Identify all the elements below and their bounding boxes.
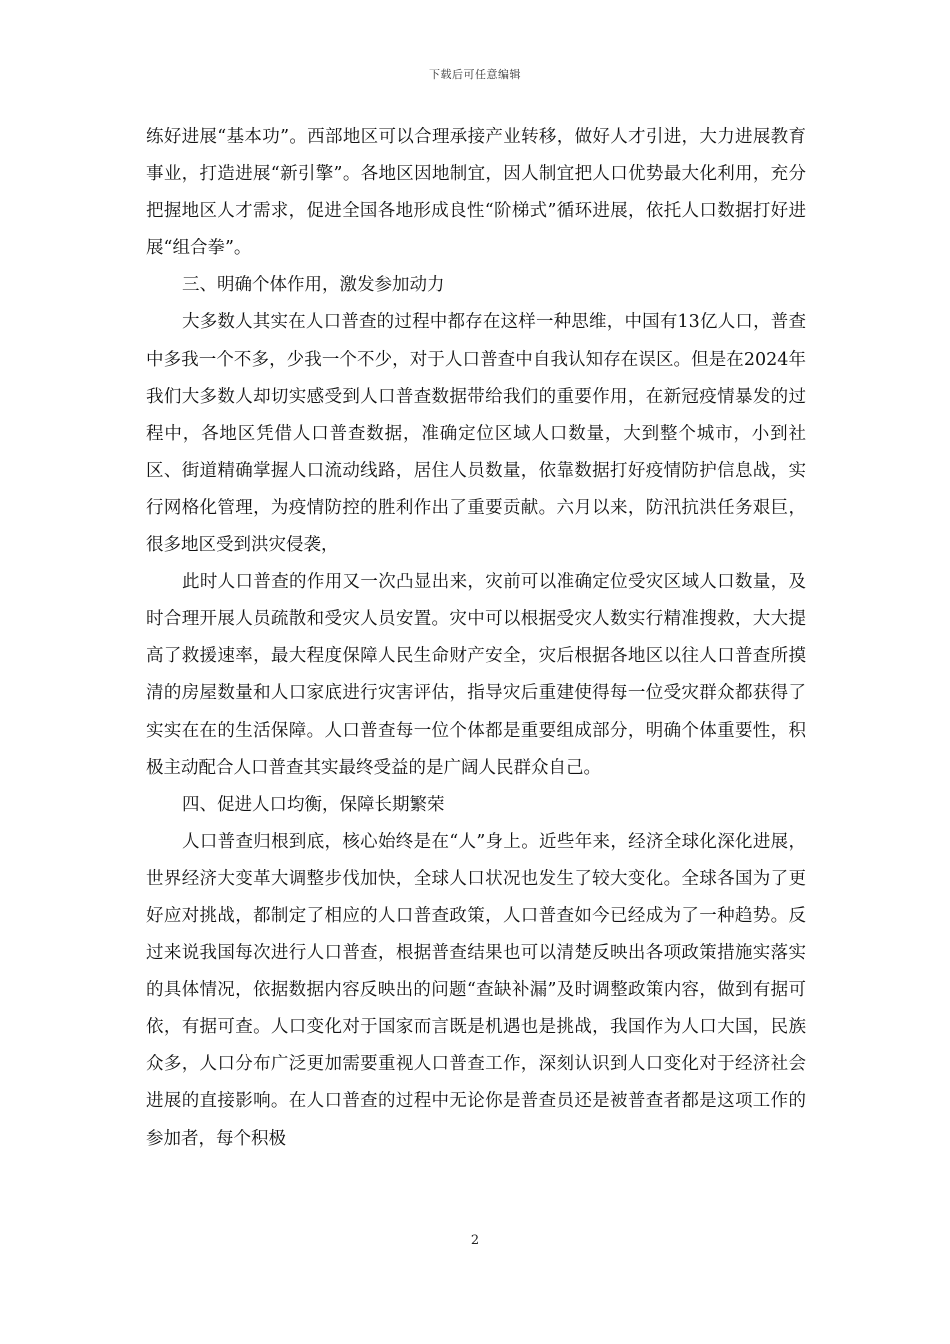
page-number: 2 xyxy=(470,1233,480,1248)
paragraph: 此时人口普查的作用又一次凸显出来，灾前可以准确定位受灾区域人口数量，及时合理开展人员疏散和受灾人员安置。灾中可以根据受灾人数实行精准搜救，大大提高了救援速率，最大程度保障人民生命财产安全，灾后根据各地区以往人口普查所摸清的房屋数量和人口家底进行灾害评估，指导灾后重建使得每一位受灾群众都获得了实实在在的生活保障。人口普查每一位个体都是重要组成部分，明确个体重要性，积极主动配合人口普查其实最终受益的是广阔人民群众自己。 xyxy=(146,572,806,778)
paragraph-continuation: 练好进展“基本功”。西部地区可以合理承接产业转移，做好人才引进，大力进展教育事业，打造进展“新引擎”。各地区因地制宜，因人制宜把人口优势最大化利用，充分把握地区人才需求，促进全国各地形成良性“阶梯式”循环进展，依托人口数据打好进展“组合拳”。 xyxy=(146,127,806,259)
section-heading-3: 三、明确个体作用，激发参加动力 xyxy=(182,275,445,296)
paragraph: 大多数人其实在人口普查的过程中都存在这样一种思维，中国有13亿人口，普查中多我一个不多，少我一个不少，对于人口普查中自我认知存在误区。但是在2024年我们大多数人却切实感受到人口普查数据带给我们的重要作用，在新冠疫情暴发的过程中，各地区凭借人口普查数据，准确定位区域人口数量，大到整个城市，小到社区、街道精确掌握人口流动线路，居住人员数量，依靠数据打好疫情防护信息战，实行网格化管理，为疫情防控的胜利作出了重要贡献。六月以来，防汛抗洪任务艰巨，很多地区受到洪灾侵袭， xyxy=(146,312,806,556)
document-body xyxy=(146,119,806,1158)
paragraph: 人口普查归根到底，核心始终是在“人”身上。近些年来，经济全球化深化进展，世界经济大变革大调整步伐加快，全球人口状况也发生了较大变化。全球各国为了更好应对挑战，都制定了相应的人口普查政策，人口普查如今已经成为了一种趋势。反过来说我国每次进行人口普查，根据普查结果也可以清楚反映出各项政策措施实落实的具体情况，依据数据内容反映出的问题“查缺补漏”及时调整政策内容，做到有据可依，有据可查。人口变化对于国家而言既是机遇也是挑战，我国作为人口大国，民族众多，人口分布广泛更加需要重视人口普查工作，深刻认识到人口变化对于经济社会进展的直接影响。在人口普查的过程中无论你是普查员还是被普查者都是这项工作的参加者，每个积极 xyxy=(146,831,806,1149)
section-heading-4: 四、促进人口均衡，保障长期繁荣 xyxy=(182,794,445,815)
page-header: 下载后可任意编辑 xyxy=(429,68,521,81)
